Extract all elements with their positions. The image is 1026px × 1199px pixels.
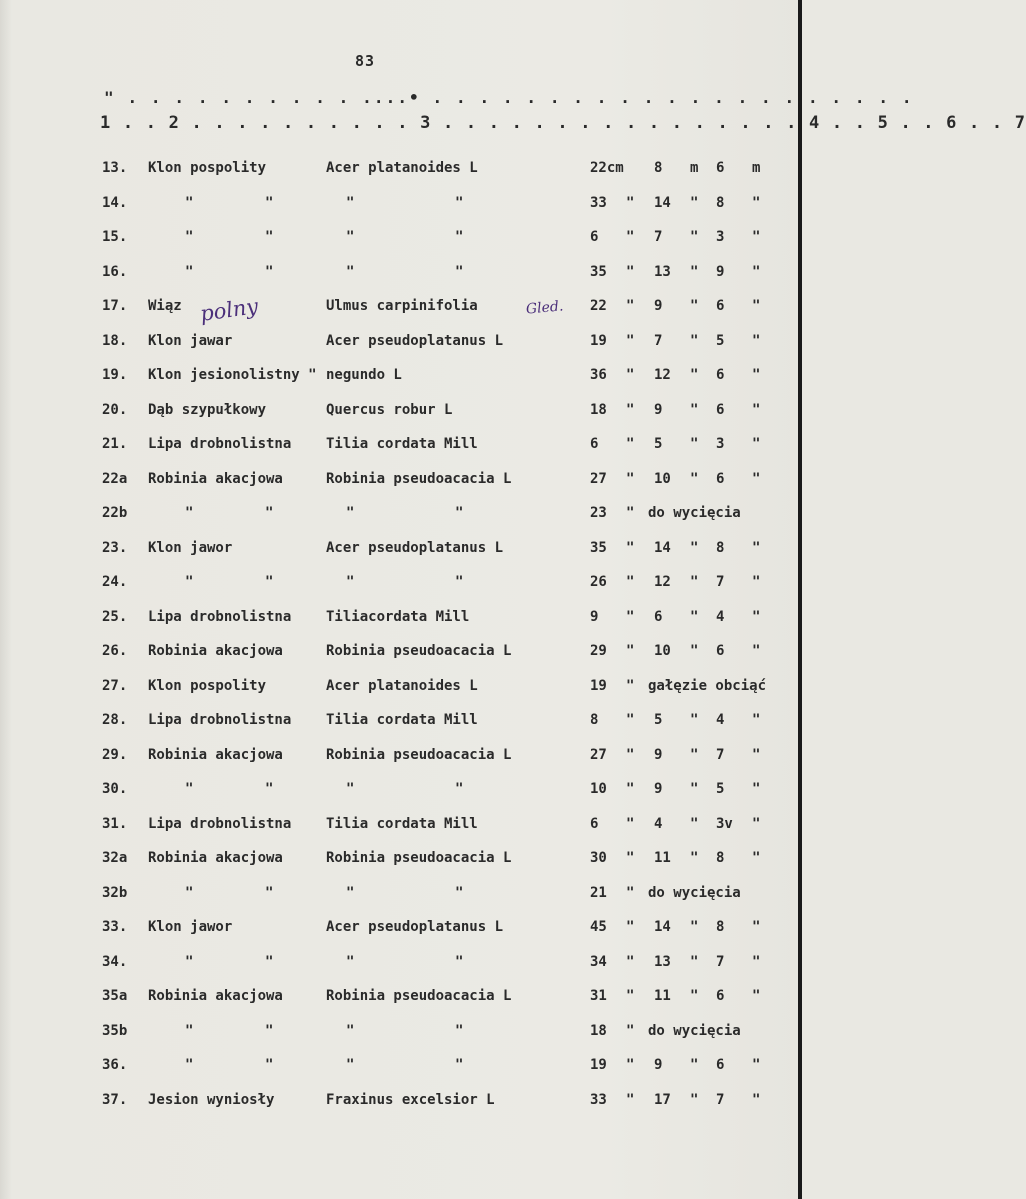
crown-unit: " (752, 298, 761, 314)
row-number: 17. (102, 298, 128, 314)
crown-value: 3 (716, 229, 725, 245)
girth-value: 6 (590, 229, 599, 245)
latin-name: Tilia cordata Mill (326, 436, 478, 452)
height-unit: " (690, 919, 699, 935)
table-row (0, 842, 802, 877)
latin-name-ditto-2: " (455, 1057, 464, 1073)
crown-value: 5 (716, 781, 725, 797)
polish-name: Robinia akacjowa (148, 746, 283, 763)
latin-name: Robinia pseudoacacia L (326, 746, 512, 763)
row-number: 28. (102, 712, 128, 728)
crown-unit: " (752, 1057, 761, 1073)
height-unit: " (690, 263, 699, 280)
row-number: 16. (102, 263, 128, 280)
crown-value: 8 (716, 194, 725, 211)
table-row (0, 877, 802, 912)
height-value: 7 (654, 229, 663, 245)
latin-name: Tilia cordata Mill (326, 712, 478, 728)
table-row (0, 704, 802, 739)
polish-name: Robinia akacjowa (148, 988, 283, 1004)
crown-value: 7 (716, 1091, 725, 1108)
latin-name: Acer platanoides L (326, 160, 478, 176)
polish-name-ditto-2: " (265, 505, 274, 521)
girth-value: 6 (590, 815, 599, 832)
height-value: 9 (654, 746, 663, 763)
latin-name-ditto: " (346, 781, 355, 797)
table-row (0, 1084, 802, 1119)
latin-name: Tilia cordata Mill (326, 815, 478, 832)
latin-name: Quercus robur L (326, 401, 453, 418)
girth-unit: " (626, 539, 635, 556)
latin-name: Robinia pseudoacacia L (326, 470, 512, 487)
latin-name-ditto: " (346, 194, 355, 211)
polish-name: Robinia akacjowa (148, 470, 283, 487)
latin-name-ditto-2: " (455, 884, 464, 901)
polish-name-ditto: " (185, 1022, 194, 1039)
table-row (0, 394, 802, 429)
girth-unit: " (626, 332, 635, 349)
girth-unit: " (626, 470, 635, 487)
polish-name-ditto: " (185, 263, 194, 280)
girth-unit: " (626, 884, 635, 901)
height-unit: " (690, 229, 699, 245)
polish-name: Dąb szypułkowy (148, 401, 267, 418)
girth-unit: " (626, 436, 635, 452)
height-unit: " (690, 608, 699, 625)
girth-value: 26 (590, 574, 607, 590)
height-value: 6 (654, 608, 663, 625)
table-row (0, 980, 802, 1015)
crown-value: 6 (716, 643, 725, 659)
latin-name-ditto: " (346, 574, 355, 590)
height-value: 7 (654, 332, 663, 349)
crown-unit: " (752, 436, 761, 452)
height-unit: " (690, 436, 699, 452)
row-number: 36. (102, 1057, 128, 1073)
row-note: do wycięcia (648, 884, 741, 901)
latin-name: Robinia pseudoacacia L (326, 643, 512, 659)
crown-value: 6 (716, 401, 725, 418)
girth-unit: " (626, 1057, 635, 1073)
latin-name: Acer pseudoplatanus L (326, 539, 504, 556)
girth-unit: " (626, 1022, 635, 1039)
girth-unit: " (626, 574, 635, 590)
crown-unit: " (752, 712, 761, 728)
row-note: do wycięcia (648, 505, 741, 521)
latin-name-ditto-2: " (455, 953, 464, 970)
table-row (0, 497, 802, 532)
height-value: 10 (654, 643, 671, 659)
girth-value: 9 (590, 608, 599, 625)
height-value: 5 (654, 436, 663, 452)
crown-unit: " (752, 574, 761, 590)
row-number: 29. (102, 746, 128, 763)
row-number: 22a (102, 470, 128, 487)
table-row (0, 601, 802, 636)
table-row (0, 532, 802, 567)
row-number: 21. (102, 436, 128, 452)
height-unit: " (690, 953, 699, 970)
latin-name-ditto: " (346, 884, 355, 901)
polish-name-ditto-2: " (265, 1022, 274, 1039)
girth-unit: " (626, 953, 635, 970)
girth-unit: " (626, 919, 635, 935)
crown-value: 6 (716, 160, 725, 176)
girth-value: 35 (590, 263, 607, 280)
girth-unit: " (626, 1091, 635, 1108)
table-row (0, 566, 802, 601)
crown-value: 9 (716, 263, 725, 280)
height-value: 11 (654, 850, 671, 866)
polish-name-ditto-2: " (265, 1057, 274, 1073)
table-row (0, 635, 802, 670)
polish-name-ditto: " (185, 505, 194, 521)
table-row (0, 256, 802, 291)
height-unit: " (690, 401, 699, 418)
latin-name: Acer pseudoplatanus L (326, 332, 504, 349)
girth-value: 30 (590, 850, 607, 866)
height-value: 5 (654, 712, 663, 728)
girth-value: 36 (590, 367, 607, 383)
row-number: 24. (102, 574, 128, 590)
girth-value: 33 (590, 1091, 607, 1108)
height-unit: " (690, 574, 699, 590)
polish-name-ditto-2: " (265, 953, 274, 970)
latin-name-ditto-2: " (455, 263, 464, 280)
row-number: 19. (102, 367, 128, 383)
row-number: 33. (102, 919, 128, 935)
height-value: 9 (654, 1057, 663, 1073)
latin-name-ditto: " (346, 953, 355, 970)
polish-name-ditto: " (185, 884, 194, 901)
girth-unit: " (626, 815, 635, 832)
row-note: gałęzie obciąć (648, 677, 767, 694)
height-unit: " (690, 332, 699, 349)
handwritten-annotation-polny: polny (198, 294, 260, 326)
polish-name-ditto: " (185, 1057, 194, 1073)
latin-name: Acer pseudoplatanus L (326, 919, 504, 935)
row-number: 32b (102, 884, 128, 901)
crown-unit: " (752, 401, 761, 418)
polish-name: Lipa drobnolistna (148, 436, 292, 452)
height-unit: " (690, 643, 699, 659)
girth-unit: " (626, 781, 635, 797)
height-unit: " (690, 988, 699, 1004)
latin-name: Fraxinus excelsior L (326, 1091, 495, 1108)
row-number: 27. (102, 677, 128, 694)
row-note: do wycięcia (648, 1022, 741, 1039)
crown-value: 7 (716, 574, 725, 590)
crown-unit: " (752, 608, 761, 625)
table-row (0, 808, 802, 843)
row-number: 37. (102, 1091, 128, 1108)
row-number: 22b (102, 505, 128, 521)
crown-unit: " (752, 1091, 761, 1108)
height-value: 8 (654, 160, 663, 176)
table-row (0, 739, 802, 774)
crown-unit: " (752, 229, 761, 245)
crown-value: 5 (716, 332, 725, 349)
crown-value: 7 (716, 746, 725, 763)
girth-value: 31 (590, 988, 607, 1004)
girth-unit: " (626, 988, 635, 1004)
girth-value: 29 (590, 643, 607, 659)
crown-value: 8 (716, 850, 725, 866)
girth-value: 21 (590, 884, 607, 901)
polish-name: Lipa drobnolistna (148, 815, 292, 832)
crown-value: 8 (716, 539, 725, 556)
polish-name-ditto: " (185, 781, 194, 797)
height-unit: " (690, 781, 699, 797)
crown-value: 4 (716, 608, 725, 625)
row-number: 20. (102, 401, 128, 418)
table-row (0, 946, 802, 981)
crown-value: 7 (716, 953, 725, 970)
polish-name-ditto: " (185, 194, 194, 211)
polish-name-ditto-2: " (265, 194, 274, 211)
height-value: 9 (654, 401, 663, 418)
table-row (0, 1015, 802, 1050)
crown-unit: " (752, 643, 761, 659)
girth-unit: " (626, 263, 635, 280)
crown-value: 6 (716, 298, 725, 314)
latin-name: Robinia pseudoacacia L (326, 850, 512, 866)
height-value: 12 (654, 367, 671, 383)
height-unit: " (690, 815, 699, 832)
polish-name: Klon jawor (148, 919, 233, 935)
girth-unit: " (626, 401, 635, 418)
page-number: 83 (355, 52, 376, 70)
height-value: 12 (654, 574, 671, 590)
height-value: 17 (654, 1091, 671, 1108)
latin-name-ditto-2: " (455, 505, 464, 521)
row-number: 34. (102, 953, 128, 970)
girth-value: 18 (590, 1022, 607, 1039)
table-row (0, 911, 802, 946)
latin-name: Ulmus carpinifolia (326, 298, 478, 314)
crown-value: 3v (716, 815, 733, 832)
height-value: 14 (654, 919, 671, 935)
row-number: 32a (102, 850, 128, 866)
latin-name-ditto: " (346, 263, 355, 280)
polish-name-ditto-2: " (265, 229, 274, 245)
girth-value: 27 (590, 746, 607, 763)
height-value: 13 (654, 263, 671, 280)
row-number: 35b (102, 1022, 128, 1039)
latin-name: Tiliacordata Mill (326, 608, 470, 625)
latin-name: Acer platanoides L (326, 677, 478, 694)
table-row (0, 221, 802, 256)
row-number: 30. (102, 781, 128, 797)
crown-value: 3 (716, 436, 725, 452)
girth-value: 6 (590, 436, 599, 452)
crown-value: 4 (716, 712, 725, 728)
height-value: 13 (654, 953, 671, 970)
polish-name: Klon jawar (148, 332, 233, 349)
crown-unit: " (752, 781, 761, 797)
row-number: 35a (102, 988, 128, 1004)
handwritten-annotation-gled: Gled. (525, 298, 564, 318)
latin-name: Robinia pseudoacacia L (326, 988, 512, 1004)
height-unit: " (690, 470, 699, 487)
girth-value: 19 (590, 677, 607, 694)
polish-name: Lipa drobnolistna (148, 608, 292, 625)
polish-name: Klon pospolity (148, 677, 267, 694)
height-unit: " (690, 712, 699, 728)
latin-name: negundo L (326, 367, 402, 383)
crown-unit: " (752, 850, 761, 866)
girth-unit: " (626, 298, 635, 314)
polish-name: Klon pospolity (148, 160, 267, 176)
row-number: 18. (102, 332, 128, 349)
polish-name-ditto-2: " (265, 574, 274, 590)
crown-unit: " (752, 988, 761, 1004)
latin-name-ditto: " (346, 229, 355, 245)
table-row (0, 290, 802, 325)
girth-value: 33 (590, 194, 607, 211)
crown-value: 6 (716, 470, 725, 487)
row-number: 23. (102, 539, 128, 556)
polish-name: Jesion wyniosły (148, 1091, 275, 1108)
crown-value: 6 (716, 367, 725, 383)
latin-name-ditto-2: " (455, 229, 464, 245)
height-unit: " (690, 298, 699, 314)
girth-value: 22cm (590, 160, 624, 176)
girth-value: 45 (590, 919, 607, 935)
girth-unit: " (626, 608, 635, 625)
crown-unit: " (752, 194, 761, 211)
girth-value: 35 (590, 539, 607, 556)
height-unit: " (690, 1091, 699, 1108)
polish-name-ditto-2: " (265, 263, 274, 280)
row-number: 13. (102, 160, 128, 176)
latin-name-ditto: " (346, 1057, 355, 1073)
crown-unit: " (752, 367, 761, 383)
polish-name-ditto: " (185, 953, 194, 970)
girth-value: 10 (590, 781, 607, 797)
tree-inventory-table (0, 152, 802, 1118)
polish-name: Klon jesionolistny " (148, 367, 317, 383)
crown-unit: " (752, 919, 761, 935)
polish-name: Lipa drobnolistna (148, 712, 292, 728)
girth-unit: " (626, 643, 635, 659)
crown-value: 6 (716, 1057, 725, 1073)
height-value: 14 (654, 194, 671, 211)
crown-unit: " (752, 332, 761, 349)
latin-name-ditto-2: " (455, 1022, 464, 1039)
height-unit: m (690, 160, 699, 176)
polish-name-ditto-2: " (265, 884, 274, 901)
girth-unit: " (626, 505, 635, 521)
girth-value: 19 (590, 332, 607, 349)
table-row (0, 428, 802, 463)
row-number: 15. (102, 229, 128, 245)
crown-value: 8 (716, 919, 725, 935)
height-unit: " (690, 850, 699, 866)
girth-value: 23 (590, 505, 607, 521)
polish-name: Klon jawor (148, 539, 233, 556)
girth-value: 34 (590, 953, 607, 970)
girth-unit: " (626, 229, 635, 245)
latin-name-ditto-2: " (455, 574, 464, 590)
girth-unit: " (626, 850, 635, 866)
table-row (0, 670, 802, 705)
height-value: 9 (654, 298, 663, 314)
crown-value: 6 (716, 988, 725, 1004)
crown-unit: " (752, 815, 761, 832)
height-value: 4 (654, 815, 663, 832)
crown-unit: m (752, 160, 761, 176)
crown-unit: " (752, 746, 761, 763)
latin-name-ditto-2: " (455, 781, 464, 797)
polish-name: Robinia akacjowa (148, 643, 283, 659)
table-row (0, 463, 802, 498)
height-unit: " (690, 1057, 699, 1073)
height-value: 14 (654, 539, 671, 556)
height-unit: " (690, 194, 699, 211)
latin-name-ditto: " (346, 1022, 355, 1039)
row-number: 31. (102, 815, 128, 832)
crown-unit: " (752, 470, 761, 487)
polish-name: Robinia akacjowa (148, 850, 283, 866)
crown-unit: " (752, 263, 761, 280)
polish-name: Wiąz (148, 298, 182, 314)
table-row (0, 1049, 802, 1084)
table-row (0, 359, 802, 394)
height-value: 9 (654, 781, 663, 797)
table-row (0, 325, 802, 360)
girth-value: 8 (590, 712, 599, 728)
girth-value: 27 (590, 470, 607, 487)
polish-name-ditto-2: " (265, 781, 274, 797)
girth-unit: " (626, 746, 635, 763)
height-unit: " (690, 746, 699, 763)
girth-unit: " (626, 367, 635, 383)
girth-unit: " (626, 712, 635, 728)
height-value: 10 (654, 470, 671, 487)
girth-unit: " (626, 677, 635, 694)
girth-value: 22 (590, 298, 607, 314)
row-number: 26. (102, 643, 128, 659)
table-row (0, 187, 802, 222)
height-unit: " (690, 367, 699, 383)
latin-name-ditto: " (346, 505, 355, 521)
height-value: 11 (654, 988, 671, 1004)
girth-unit: " (626, 194, 635, 211)
girth-value: 19 (590, 1057, 607, 1073)
row-number: 25. (102, 608, 128, 625)
latin-name-ditto-2: " (455, 194, 464, 211)
polish-name-ditto: " (185, 229, 194, 245)
girth-value: 18 (590, 401, 607, 418)
crown-unit: " (752, 953, 761, 970)
dotted-separator: " . . . . . . . . . . ....• . . . . . . . . . . . . . . . . . . . . . (104, 88, 914, 107)
column-header-row: 1 . . 2 . . . . . . . . . . 3 . . . . . . . . . . . . . . . . 4 . . 5 . . 6 . . 7 (100, 113, 1026, 133)
crown-unit: " (752, 539, 761, 556)
height-unit: " (690, 539, 699, 556)
table-row (0, 773, 802, 808)
table-row (0, 152, 802, 187)
row-number: 14. (102, 194, 128, 211)
polish-name-ditto: " (185, 574, 194, 590)
